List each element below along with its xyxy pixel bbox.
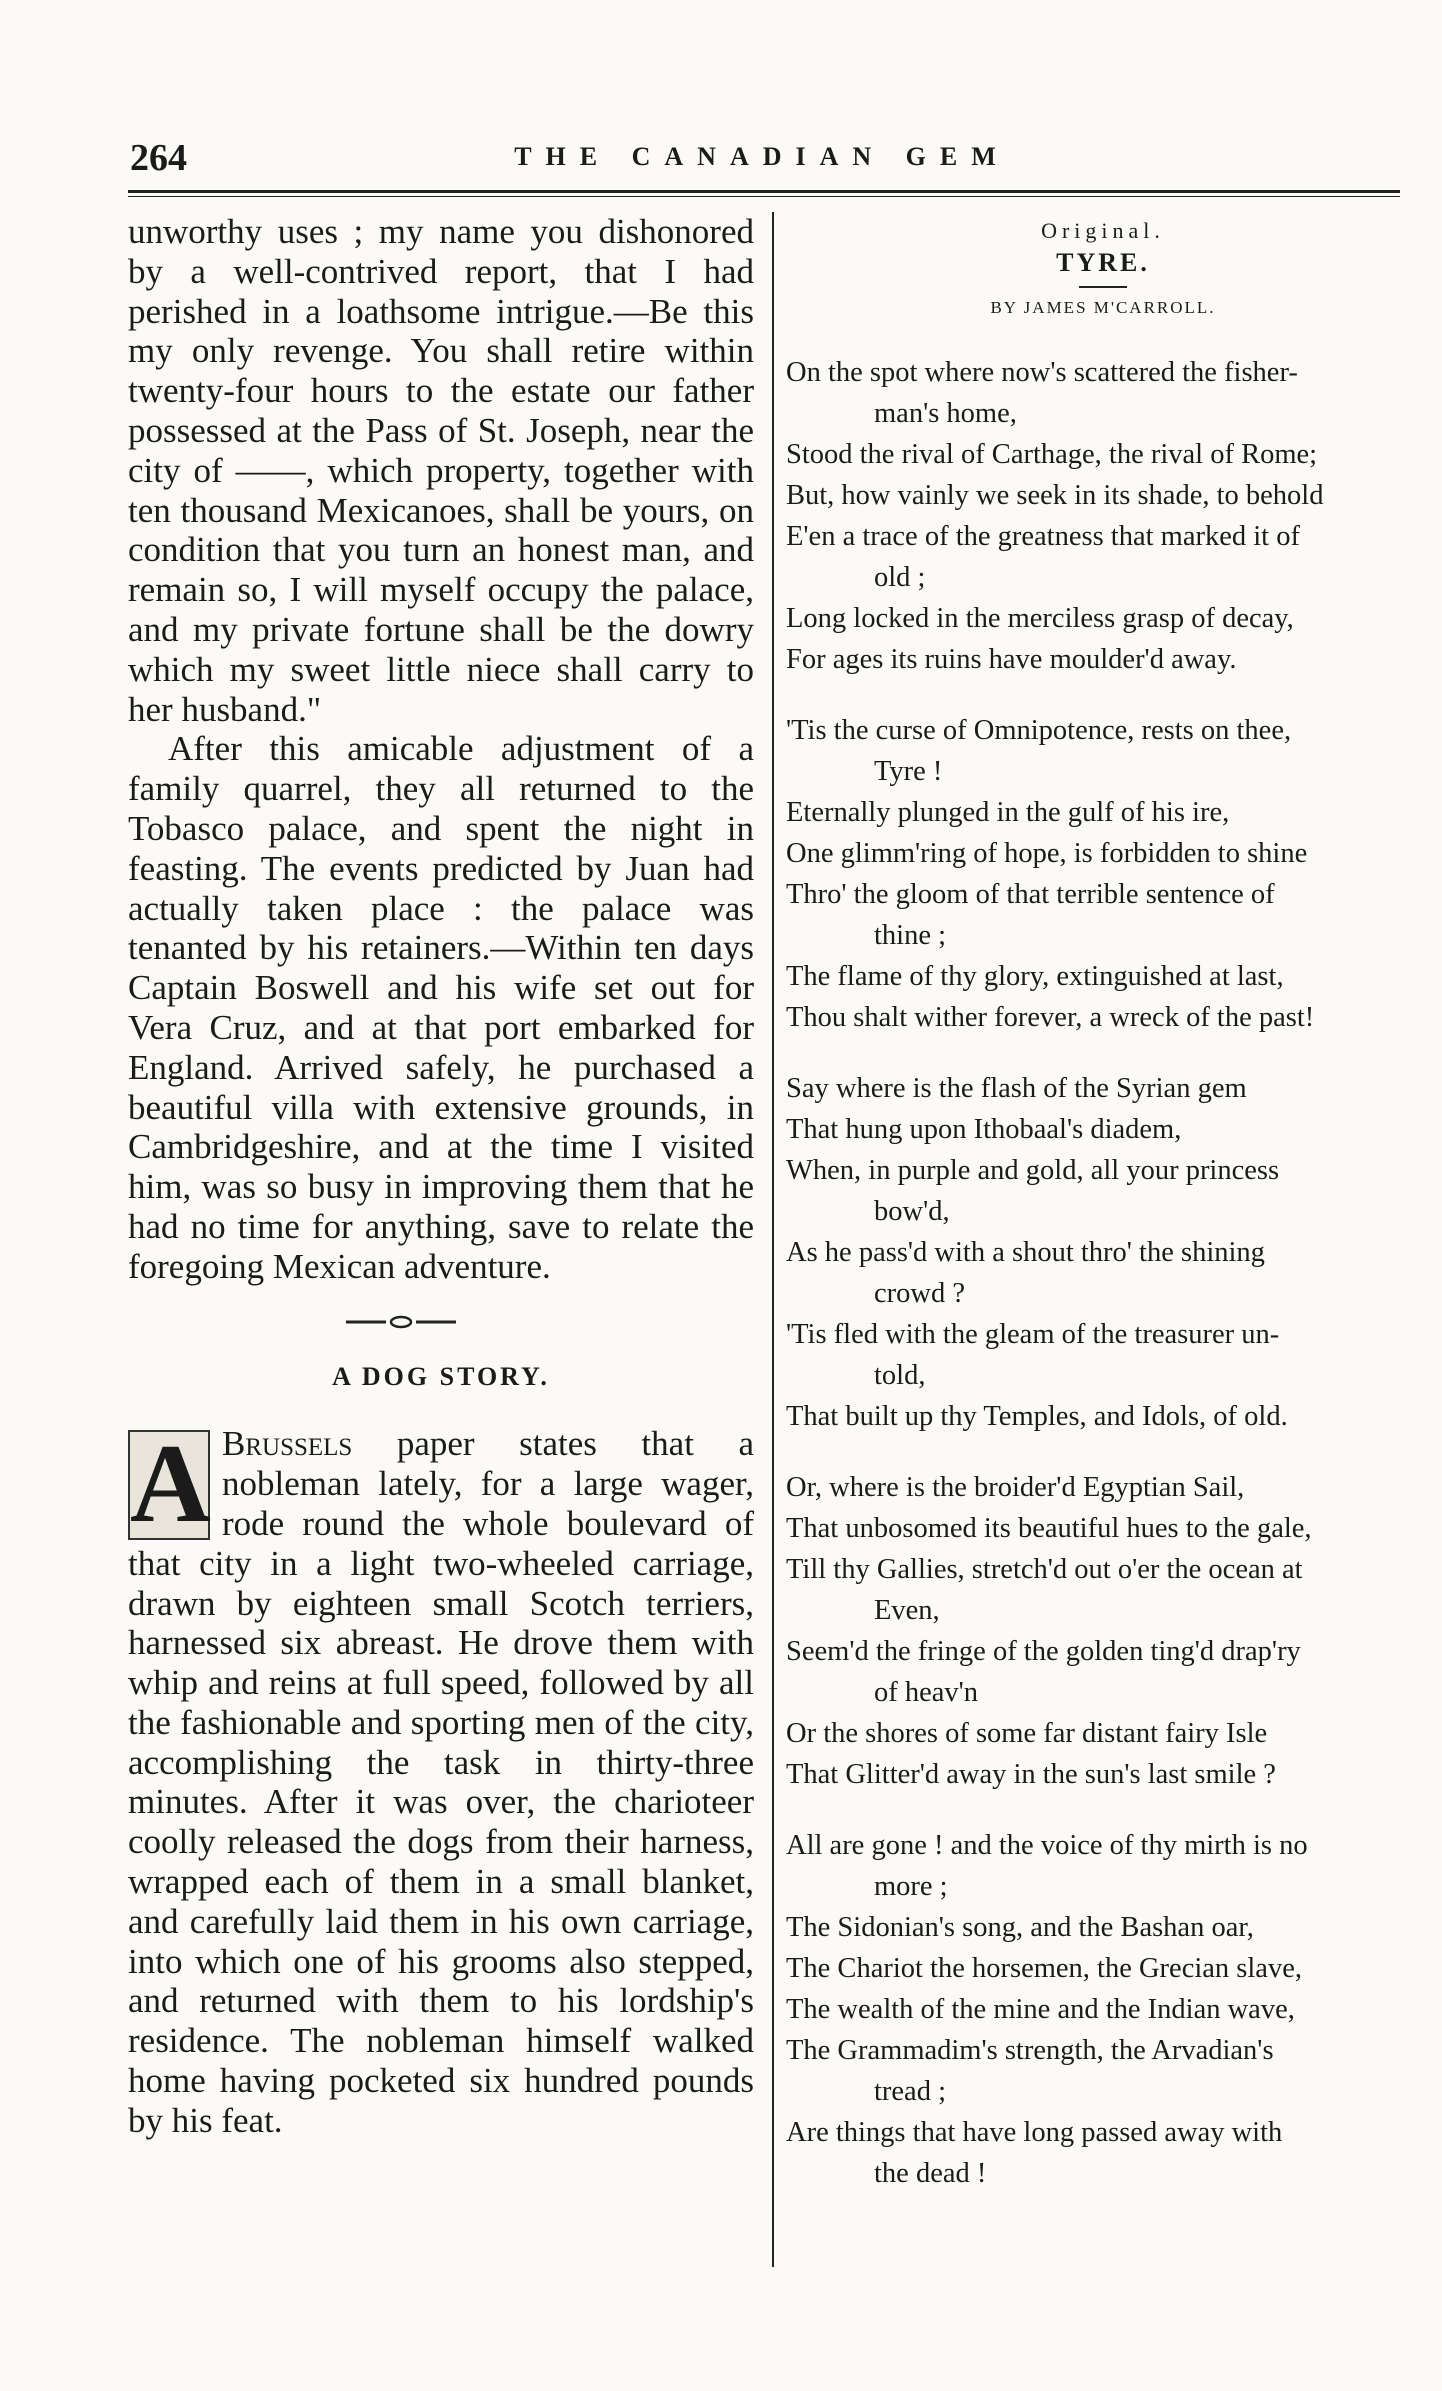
column-divider [772, 212, 774, 2267]
poem-stanza [786, 710, 1420, 1038]
poem-stanzas [786, 352, 1420, 2194]
poem-line: Eternally plunged in the gulf of his ire, [786, 797, 1230, 828]
poem-line: tread ; [874, 2076, 947, 2107]
poem-title: TYRE. [1056, 248, 1150, 277]
continuation-paragraph-2: After this amicable adjustment of a family quarrel, they all returned to the Tobasco palace, and spent the night in feasting. The events predicted by Juan had actually taken place : the palace was tenanted by his retainers.—Within ten days Captain Boswell and his wife set out for Vera Cruz, and at that port embarked for England. Arrived safely, he purchased a beautiful villa with extensive grounds, in Cambridgeshire, and at the time I visited him, was so busy in improving them that he had no time for anything, save to relate the foregoing Mexican adventure. [128, 729, 754, 1286]
story-paragraph [128, 1424, 754, 2140]
original-label: Original. [1041, 218, 1165, 243]
poem-line: Stood the rival of Carthage, the rival of Rome; [786, 439, 1318, 470]
poem-line: The Grammadim's strength, the Arvadian's [786, 2035, 1274, 2066]
page-number: 264 [130, 137, 187, 179]
poem-line: Tyre ! [874, 756, 943, 787]
poem-stanza [786, 1825, 1420, 2194]
poem-line: Are things that have long passed away with [786, 2117, 1283, 2148]
poem-line: One glimm'ring of hope, is forbidden to shine [786, 838, 1308, 869]
poem-line: Even, [874, 1595, 940, 1626]
right-column [786, 212, 1420, 2224]
poem-line: thine ; [874, 920, 947, 951]
poem-line: As he pass'd with a shout thro' the shining [786, 1237, 1265, 1268]
poem-line: crowd ? [874, 1278, 965, 1309]
title-rule [1079, 286, 1127, 288]
poem-line: old ; [874, 562, 926, 593]
poem-line: Or, where is the broider'd Egyptian Sail, [786, 1472, 1245, 1503]
page-header [122, 130, 1402, 190]
poem-line: The flame of thy glory, extinguished at last, [786, 961, 1284, 992]
poem-stanza [786, 1467, 1420, 1795]
poem-line: of heav'n [874, 1677, 979, 1708]
poem-line: bow'd, [874, 1196, 950, 1227]
poem-byline: BY JAMES M'CARROLL. [990, 298, 1216, 317]
story-first-words: Brussels [222, 1424, 353, 1464]
drop-cap: A [130, 1422, 211, 1547]
poem-line: That Glitter'd away in the sun's last smile ? [786, 1759, 1276, 1790]
running-title: THE CANADIAN GEM [514, 142, 1010, 171]
poem-line: man's home, [874, 398, 1017, 429]
poem-line: told, [874, 1360, 926, 1391]
section-ornament [128, 1287, 754, 1357]
poem-stanza [786, 352, 1420, 680]
poem-line: Or the shores of some far distant fairy Isle [786, 1718, 1268, 1749]
poem-line: The Sidonian's song, and the Bashan oar, [786, 1912, 1254, 1943]
story-text: paper states that a nobleman lately, for a large wager, rode round the whole boulevard of that city in a light two-wheeled carriage, drawn by eighteen small Scotch terriers, harnessed six abreast. He drove them with whip and reins at full speed, followed by all the fashionable and sporting men of the city, accomplishing the task in thirty-three minutes. After it was over, the charioteer coolly released the dogs from their harness, wrapped each of them in a small blanket, and carefully laid them in his own carriage, into which one of his grooms also stepped, and returned with them to his lordship's residence. The nobleman himself walked home having pocketed six hundred pounds by his feat. [128, 1424, 754, 2140]
poem-line: That hung upon Ithobaal's diadem, [786, 1114, 1182, 1145]
continuation-paragraph-1: unworthy uses ; my name you dishonored by a well-contrived report, that I had perished in a loathsome intrigue.—Be this my only revenge. You shall retire within twenty-four hours to the estate our father possessed at the Pass of St. Joseph, near the city of ——, which property, together with ten thousand Mexicanoes, shall be yours, on condition that you turn an honest man, and remain so, I will myself occupy the palace, and my private fortune shall be the dowry which my sweet little niece shall carry to her husband." [128, 212, 754, 729]
poem-line: That built up thy Temples, and Idols, of old. [786, 1401, 1288, 1432]
story-title: A DOG STORY. [332, 1361, 550, 1391]
poem-stanza [786, 1068, 1420, 1437]
left-column [128, 212, 754, 2141]
poem-line: The Chariot the horsemen, the Grecian slave, [786, 1953, 1302, 1984]
poem-line: Thro' the gloom of that terrible sentence of [786, 879, 1275, 910]
poem-line: For ages its ruins have moulder'd away. [786, 644, 1237, 675]
poem-line: Seem'd the fringe of the golden ting'd drap'ry [786, 1636, 1301, 1667]
poem-line: That unbosomed its beautiful hues to the gale, [786, 1513, 1312, 1544]
poem-line: Till thy Gallies, stretch'd out o'er the ocean at [786, 1554, 1303, 1585]
poem-line: Say where is the flash of the Syrian gem [786, 1073, 1247, 1104]
poem-line: Long locked in the merciless grasp of decay, [786, 603, 1294, 634]
poem-line: But, how vainly we seek in its shade, to behold [786, 480, 1324, 511]
poem-line: The wealth of the mine and the Indian wave, [786, 1994, 1295, 2025]
poem-line: All are gone ! and the voice of thy mirth is no [786, 1830, 1308, 1861]
poem-line: Thou shalt wither forever, a wreck of the past! [786, 1002, 1315, 1033]
poem-line: On the spot where now's scattered the fisher- [786, 357, 1298, 388]
poem-line: 'Tis fled with the gleam of the treasurer un- [786, 1319, 1280, 1350]
poem-line: 'Tis the curse of Omnipotence, rests on thee, [786, 715, 1292, 746]
poem-line: more ; [874, 1871, 948, 1902]
poem-line: When, in purple and gold, all your princess [786, 1155, 1280, 1186]
poem-line: E'en a trace of the greatness that marked it of [786, 521, 1300, 552]
header-rule [128, 190, 1400, 197]
poem-line: the dead ! [874, 2158, 987, 2189]
